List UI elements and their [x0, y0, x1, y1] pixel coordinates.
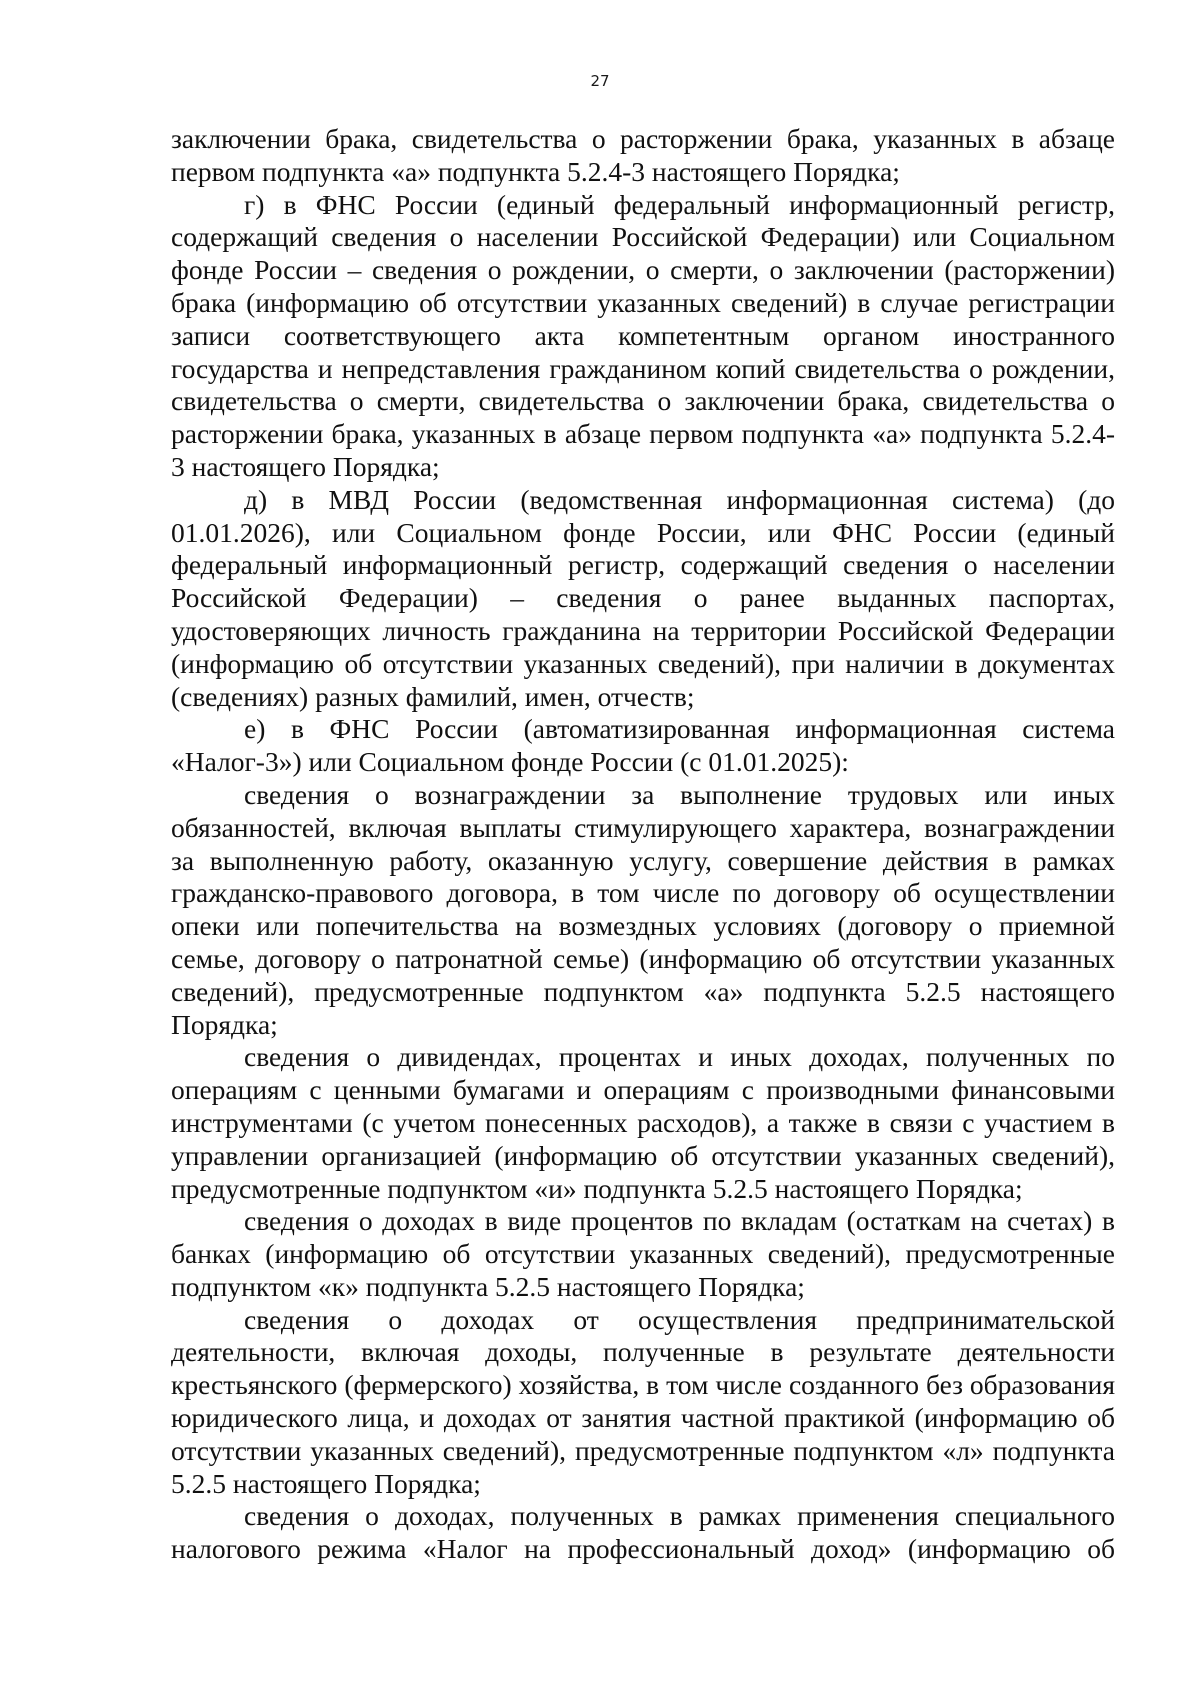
paragraph-dividends-info: сведения о дивидендах, процентах и иных доходах, полученных по операциям с ценными бумагами и операциям с производными финансовыми инструментами (с учетом понесенных расходов), а также в связи с участием в управлении организацией (информацию об отсутствии указанных сведений), предусмотренные подпунктом «и» подпункта 5.2.5 настоящего Порядка; — [171, 1041, 1115, 1204]
paragraph-deposit-interest-info: сведения о доходах в виде процентов по вкладам (остаткам на счетах) в банках (информацию об отсутствии указанных сведений), предусмотренные подпунктом «к» подпункта 5.2.5 настоящего Порядка; — [171, 1205, 1115, 1302]
paragraph-item-d: д) в МВД России (ведомственная информационная система) (до 01.01.2026), или Социальном фонде России, или ФНС России (единый федеральный информационный регистр, содержащий сведения о населении Российской Федерации) – сведения о ранее выданных паспортах, удостоверяющих личность гражданина на территории Российской Федерации (информацию об отсутствии указанных сведений), при наличии в документах (сведениях) разных фамилий, имен, отчеств; — [171, 483, 1115, 712]
paragraph-item-g: г) в ФНС России (единый федеральный информационный регистр, содержащий сведения о населении Российской Федерации) или Социальном фонде России – сведения о рождении, о смерти, о заключении (расторжении) брака (информацию об отсутствии указанных сведений) в случае регистрации записи соответствующего акта компетентным органом иностранного государства и непредставления гражданином копий свидетельства о рождении, свидетельства о смерти, свидетельства о заключении брака, свидетельства о расторжении брака, указанных в абзаце первом подпункта «а» подпункта 5.2.4-3 настоящего Порядка; — [171, 188, 1115, 482]
page-number: 27 — [590, 72, 610, 90]
paragraph-business-income-info: сведения о доходах от осуществления предпринимательской деятельности, включая доходы, полученные в результате деятельности крестьянского (фермерского) хозяйства, в том числе созданного без образования юридического лица, и доходах от занятия частной практикой (информацию об отсутствии указанных сведений), предусмотренные подпунктом «л» подпункта 5.2.5 настоящего Порядка; — [171, 1303, 1115, 1499]
paragraph-remuneration-info: сведения о вознаграждении за выполнение трудовых или иных обязанностей, включая выплаты стимулирующего характера, вознаграждении за выполненную работу, оказанную услугу, совершение действия в рамках гражданско-правового договора, в том числе по договору об осуществлении опеки или попечительства на возмездных условиях (договору о приемной семье, договору о патронатной семье) (информацию об отсутствии указанных сведений), предусмотренные подпунктом «а» подпункта 5.2.5 настоящего Порядка; — [171, 778, 1115, 1040]
document-body — [171, 123, 1115, 1566]
paragraph-self-employed-income-info: сведения о доходах, полученных в рамках применения специального налогового режима «Налог на профессиональный доход» (информацию об — [171, 1500, 1115, 1565]
paragraph-item-e: е) в ФНС России (автоматизированная информационная система «Налог-3») или Социальном фонде России (с 01.01.2025): — [171, 713, 1115, 778]
paragraph-continuation: заключении брака, свидетельства о расторжении брака, указанных в абзаце первом подпункта «а» подпункта 5.2.4-3 настоящего Порядка; — [171, 123, 1115, 187]
